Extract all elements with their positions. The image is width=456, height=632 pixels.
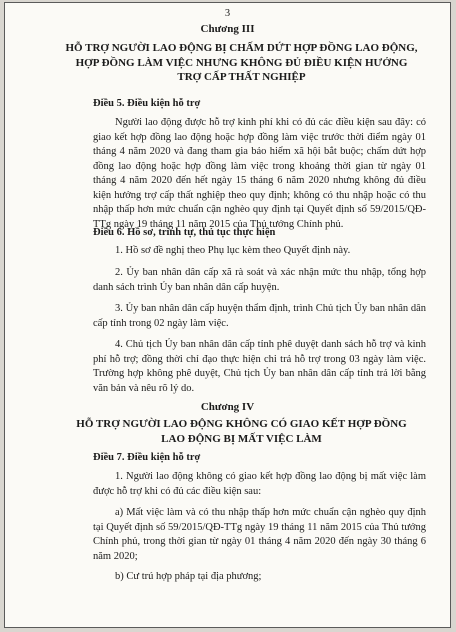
article-6-item-4: 4. Chủ tịch Ủy ban nhân dân cấp tỉnh phê duyệt danh sách hỗ trợ và kinh phí hỗ trợ; đồng thời chỉ đạo thực hiện chi trả hỗ trợ trong 03 ngày làm việc. Trường hợp không phê duyệt, Chủ tịch Ủy ban nhân dân cấp tỉnh trả lời bằng văn bản và nêu rõ lý do. <box>93 339 426 394</box>
page-number: 3 <box>224 8 231 19</box>
chapter-4-title: HỖ TRỢ NGƯỜI LAO ĐỘNG KHÔNG CÓ GIAO KẾT HỢP ĐỒNG LAO ĐỘNG BỊ MẤT VIỆC LÀM <box>76 418 407 445</box>
chapter-4-label: Chương IV <box>200 401 255 413</box>
article-6-title: Điều 6. Hồ sơ, trình tự, thủ tục thực hiện <box>93 227 276 238</box>
article-7-item-a: a) Mất việc làm và có thu nhập thấp hơn mức chuẩn cận nghèo quy định tại Quyết định số 59/2015/QĐ-TTg ngày 19 tháng 11 năm 2015 của Thủ tướng Chính phủ, trong thời gian từ ngày 01 tháng 4 năm 2020 đến ngày 30 tháng 6 năm 2020; <box>93 507 426 562</box>
article-7-item-b: b) Cư trú hợp pháp tại địa phương; <box>115 571 262 582</box>
article-7-item-1: 1. Người lao động không có giao kết hợp đồng lao động bị mất việc làm được hỗ trợ khi có đủ các điều kiện sau: <box>93 471 426 497</box>
article-6-item-2: 2. Ủy ban nhân dân cấp xã rà soát và xác nhận mức thu nhập, tổng hợp danh sách trình Ủy ban nhân dân cấp huyện. <box>93 267 426 293</box>
article-6-item-1: 1. Hồ sơ đề nghị theo Phụ lục kèm theo Quyết định này. <box>115 245 351 256</box>
article-5-title: Điều 5. Điều kiện hỗ trợ <box>93 98 201 109</box>
document-page <box>4 2 451 628</box>
chapter-3-label: Chương III <box>200 23 255 35</box>
article-6-item-3: 3. Ủy ban nhân dân cấp huyện thẩm định, trình Chủ tịch Ủy ban nhân dân cấp tỉnh trong 02 ngày làm việc. <box>93 303 426 329</box>
article-7-title: Điều 7. Điều kiện hỗ trợ <box>93 452 201 463</box>
chapter-3-title: HỖ TRỢ NGƯỜI LAO ĐỘNG BỊ CHẤM DỨT HỢP ĐỒNG LAO ĐỘNG, HỢP ĐỒNG LÀM VIỆC NHƯNG KHÔNG ĐỦ ĐIỀU KIỆN HƯỞNG TRỢ CẤP THẤT NGHIỆP <box>65 42 418 83</box>
article-5-body: Người lao động được hỗ trợ kinh phí khi có đủ các điều kiện sau đây: có giao kết hợp đồng lao động hoặc hợp đồng làm việc trước thời điểm ngày 01 tháng 4 năm 2020 và đang tham gia bảo hiểm xã hội bắt buộc; chấm dứt hợp đồng lao động hoặc hợp đồng làm việc trong khoảng thời gian từ ngày 01 tháng 4 năm 2020 đến hết ngày 15 tháng 6 năm 2020 nhưng không đủ điều kiện hưởng trợ cấp thất nghiệp theo quy định; không có thu nhập hoặc có thu nhập thấp hơn mức chuẩn cận nghèo quy định tại Quyết định số 59/2015/QĐ-TTg ngày 19 tháng 11 năm 2015 của Thủ tướng Chính phủ. <box>93 117 426 230</box>
